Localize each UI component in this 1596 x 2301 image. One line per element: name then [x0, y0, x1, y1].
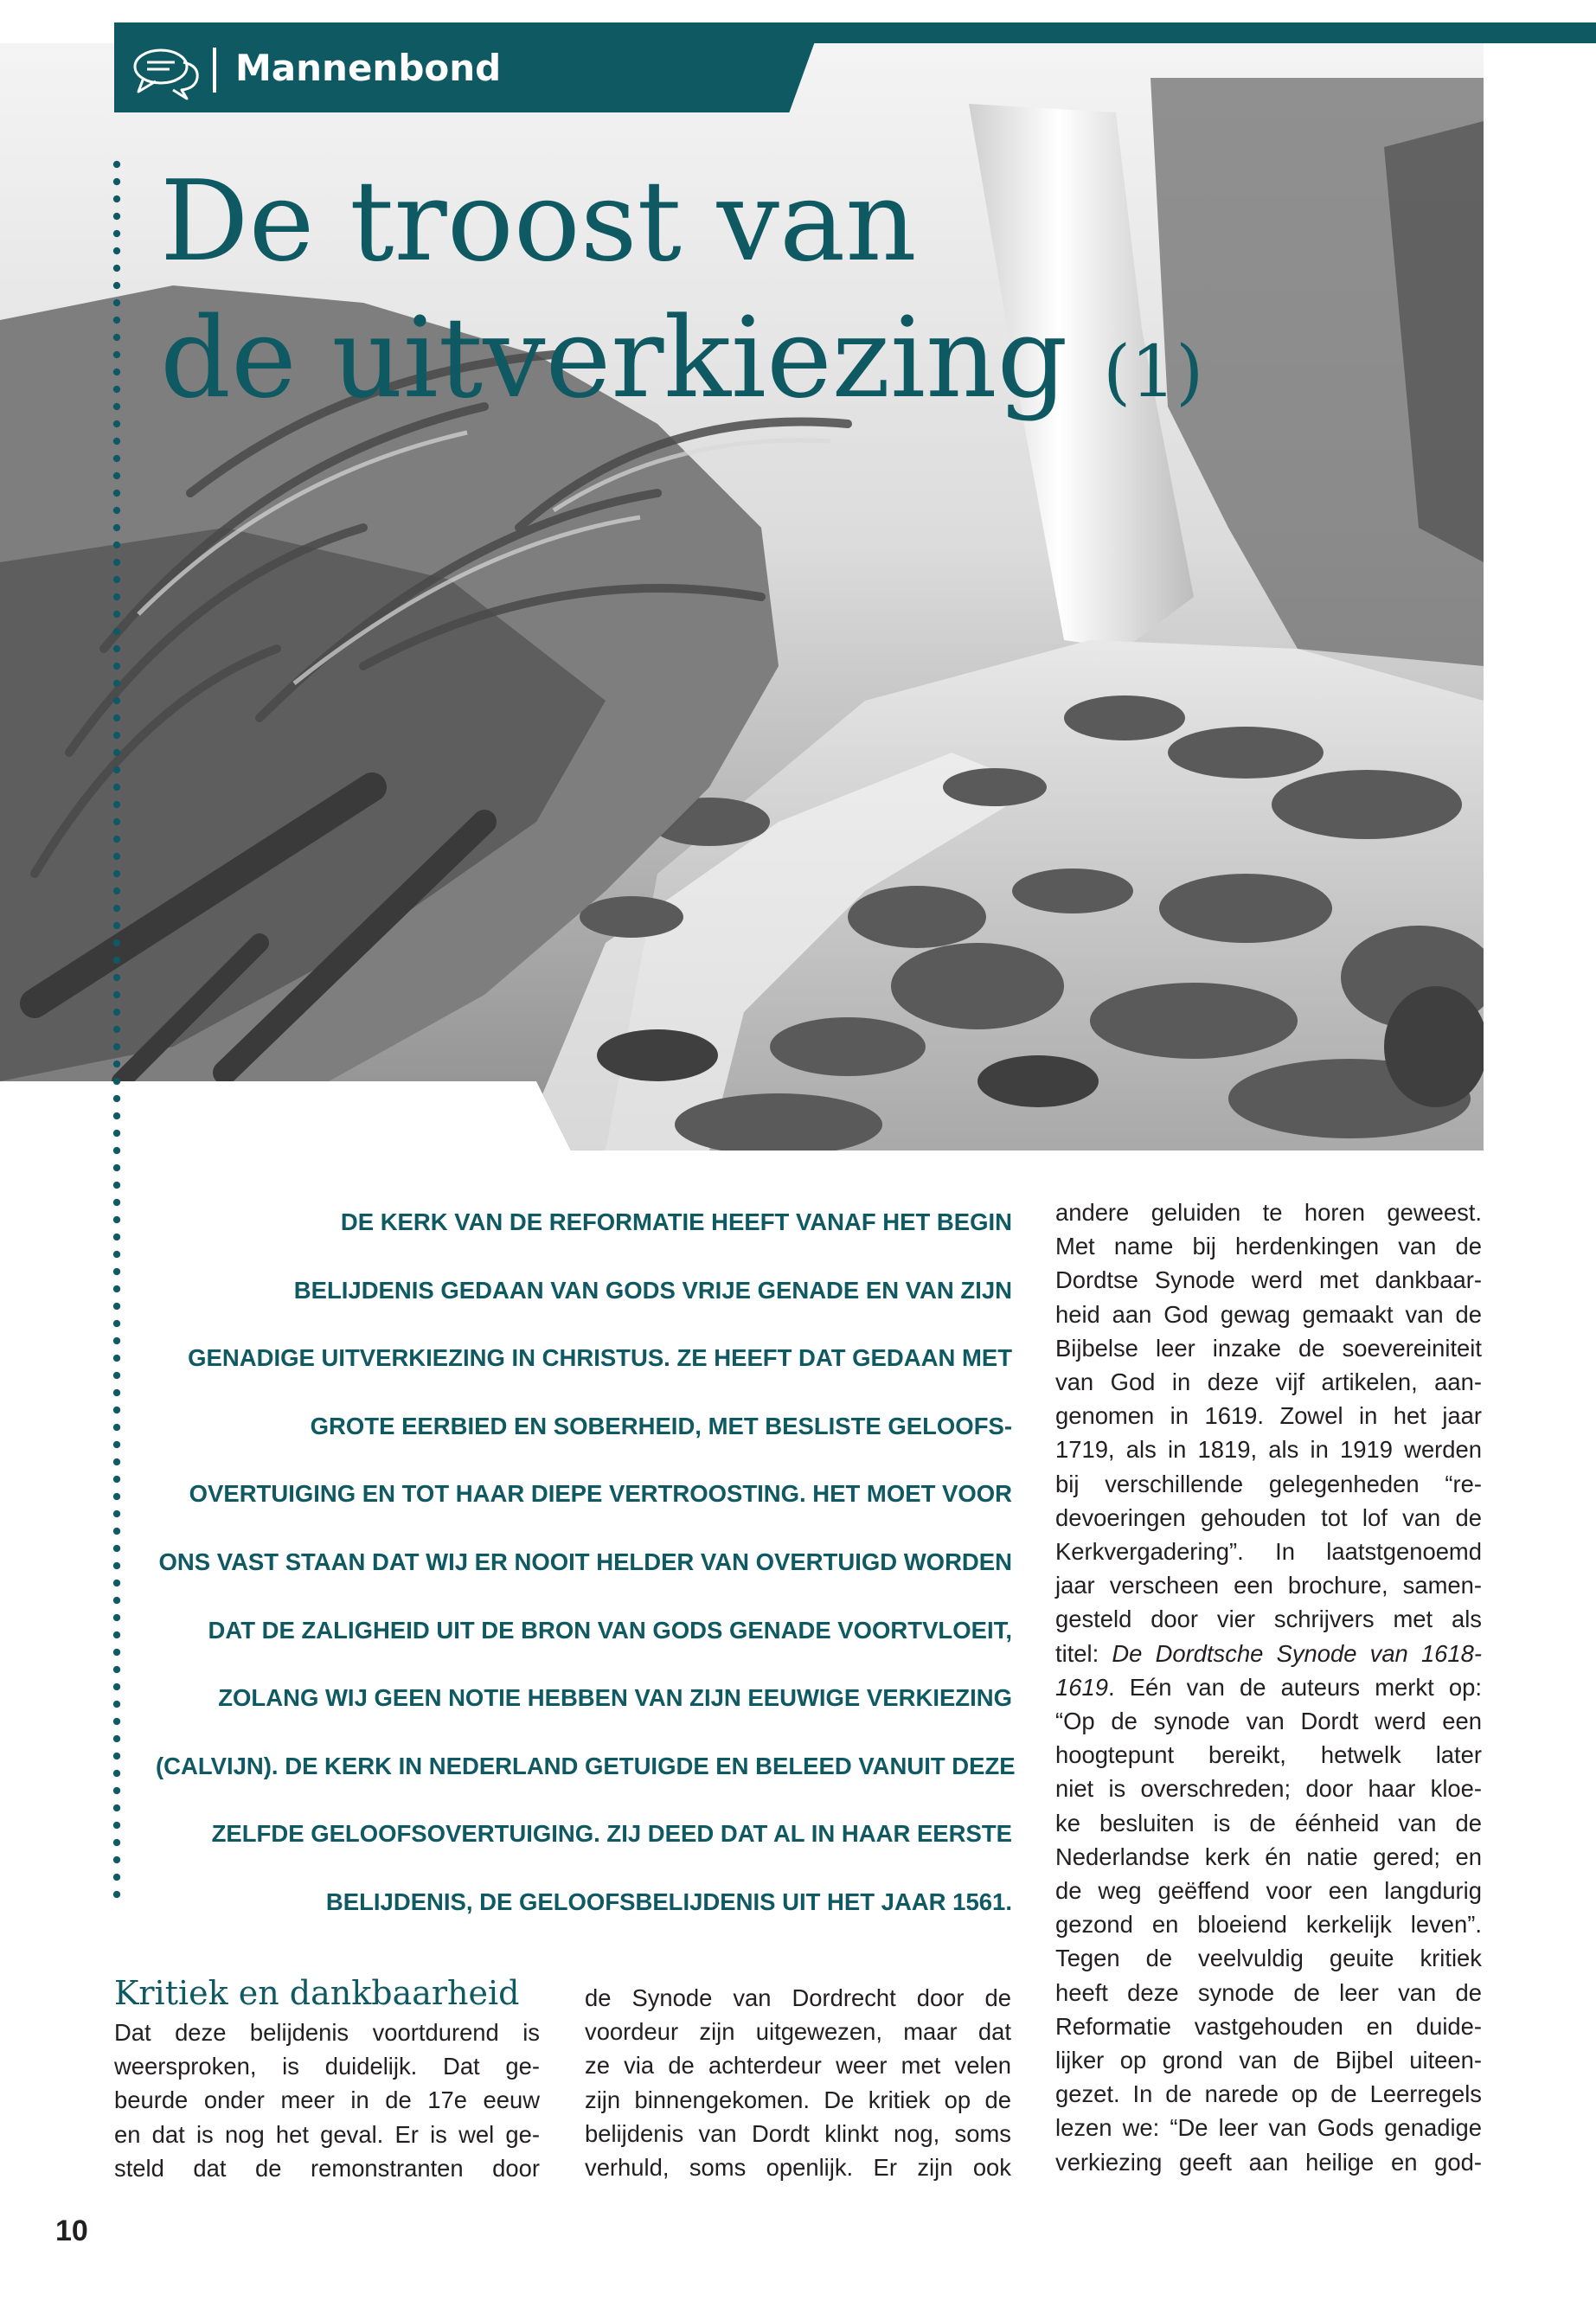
intro-line: DE KERK VAN DE REFORMATIE HEEFT VANAF HET BEGIN	[340, 1208, 1012, 1235]
body-line: lijker op grond van de Bijbel uiteen-	[1055, 2047, 1482, 2074]
subheading	[114, 1972, 520, 2014]
page-number: 10	[55, 2214, 88, 2247]
body-line: Dat deze belijdenis voortdurend is	[114, 2019, 540, 2046]
body-line: ze via de achterdeur weer met velen	[585, 2052, 1011, 2080]
title-line-1: De troost van	[160, 157, 917, 286]
section-label: Mannenbond	[235, 47, 502, 89]
titel-prefix: titel:	[1055, 1639, 1112, 1667]
body-line-book-year	[1055, 1670, 1482, 1704]
body-line: voordeur zijn uitgewezen, maar dat	[585, 2018, 1011, 2046]
title-part-number: (1)	[1103, 331, 1204, 413]
intro-line: ONS VAST STAAN DAT WIJ ER NOOIT HELDER VAN OVERTUIGD WORDEN	[158, 1548, 1012, 1575]
intro-paragraph	[156, 1189, 1016, 1937]
body-line: lezen we: “De leer van Gods genadige	[1055, 2114, 1482, 2142]
body-line: weersproken, is duidelijk. Dat ge-	[114, 2053, 540, 2080]
body-line: zijn binnengekomen. De kritiek op de	[585, 2086, 1011, 2113]
body-line: beurde onder meer in de 17e eeuw	[114, 2086, 540, 2114]
body-line: niet is overschreden; door haar kloe-	[1055, 1775, 1482, 1803]
body-line: en dat is nog het geval. Er is wel ge-	[114, 2120, 540, 2148]
body-line: Met name bij herdenkingen van de	[1055, 1233, 1482, 1260]
book-year: 1619	[1055, 1673, 1108, 1701]
body-line: de weg geëffend voor een langdurig	[1055, 1877, 1482, 1905]
article-title	[160, 154, 1203, 441]
body-line: genomen in 1619. Zowel in het jaar	[1055, 1402, 1482, 1430]
year-suffix: . Eén van de auteurs merkt op:	[1107, 1673, 1482, 1701]
body-column-2	[585, 1981, 1011, 2184]
body-line: andere geluiden te horen geweest.	[1055, 1199, 1482, 1226]
title-line-2	[160, 291, 1203, 441]
body-line: gesteld door vier schrijvers met als	[1055, 1606, 1482, 1633]
body-line: de Synode van Dordrecht door de	[585, 1984, 1011, 2011]
body-line: ke besluiten is de éénheid van de	[1055, 1809, 1482, 1836]
intro-line: ZOLANG WIJ GEEN NOTIE HEBBEN VAN ZIJN EEUWIGE VERKIEZING	[218, 1684, 1012, 1712]
body-line: verkiezing geeft aan heilige en god-	[1055, 2148, 1482, 2176]
body-line: Bijbelse leer inzake de soevereiniteit	[1055, 1334, 1482, 1362]
body-line: heid aan God gewag gemaakt van de	[1055, 1300, 1482, 1328]
body-line: Kerkvergadering”. In laatstgenoemd	[1055, 1538, 1482, 1566]
body-line-book-title	[1055, 1637, 1482, 1670]
body-line: steld dat de remonstranten door	[114, 2154, 540, 2182]
intro-line: (CALVIJN). DE KERK IN NEDERLAND GETUIGDE EN BELEED VANUIT DEZE	[156, 1752, 1016, 1779]
body-line: van God in deze vijf artikelen, aan-	[1055, 1368, 1482, 1396]
body-line: heeft deze synode de leer van de	[1055, 1978, 1482, 2006]
body-line: gezet. In de narede op de Leerregels	[1055, 2080, 1482, 2108]
body-line: Nederlandse kerk én natie gered; en	[1055, 1843, 1482, 1870]
body-column-3	[1055, 1195, 1482, 2179]
intro-line: DAT DE ZALIGHEID UIT DE BRON VAN GODS GENADE VOORTVLOEIT,	[208, 1616, 1012, 1644]
body-line: bij verschillende gelegenheden “re-	[1055, 1470, 1482, 1497]
intro-line: ZELFDE GELOOFSOVERTUIGING. ZIJ DEED DAT AL IN HAAR EERSTE	[211, 1820, 1012, 1848]
body-line: 1719, als in 1819, als in 1919 werden	[1055, 1436, 1482, 1464]
section-separator	[213, 48, 216, 93]
body-line: “Op de synode van Dordt werd een	[1055, 1708, 1482, 1735]
intro-line: OVERTUIGING EN TOT HAAR DIEPE VERTROOSTING. HET MOET VOOR	[189, 1480, 1012, 1508]
body-line: belijdenis van Dordt klinkt nog, soms	[585, 2119, 1011, 2147]
intro-line: GROTE EERBIED EN SOBERHEID, MET BESLISTE GELOOFS-	[310, 1412, 1012, 1439]
title-line-2-text: de uitverkiezing	[160, 294, 1068, 423]
subheading-text: Kritiek en dankbaarheid	[114, 1974, 520, 2012]
body-line: Reformatie vastgehouden en duide-	[1055, 2012, 1482, 2040]
body-column-1	[114, 2016, 540, 2185]
body-line: jaar verscheen een brochure, samen-	[1055, 1572, 1482, 1599]
body-line: gezond en bloeiend kerkelijk leven”.	[1055, 1911, 1482, 1939]
speech-bubbles-icon	[130, 43, 202, 102]
body-line: Tegen de veelvuldig geuite kritiek	[1055, 1945, 1482, 1972]
body-line: verhuld, soms openlijk. Er zijn ook	[585, 2154, 1011, 2182]
intro-line: BELIJDENIS, DE GELOOFSBELIJDENIS UIT HET JAAR 1561.	[325, 1888, 1012, 1915]
body-line: Dordtse Synode werd met dankbaar-	[1055, 1266, 1482, 1294]
body-line: hoogtepunt bereikt, hetwelk later	[1055, 1741, 1482, 1769]
dotted-margin-rule	[111, 156, 123, 1903]
intro-line: BELIJDENIS GEDAAN VAN GODS VRIJE GENADE EN VAN ZIJN	[293, 1276, 1012, 1304]
book-title: De Dordtsche Synode van 1618-	[1112, 1639, 1482, 1667]
body-line: devoeringen gehouden tot lof van de	[1055, 1503, 1482, 1531]
intro-line: GENADIGE UITVERKIEZING IN CHRISTUS. ZE HEEFT DAT GEDAAN MET	[188, 1344, 1012, 1372]
